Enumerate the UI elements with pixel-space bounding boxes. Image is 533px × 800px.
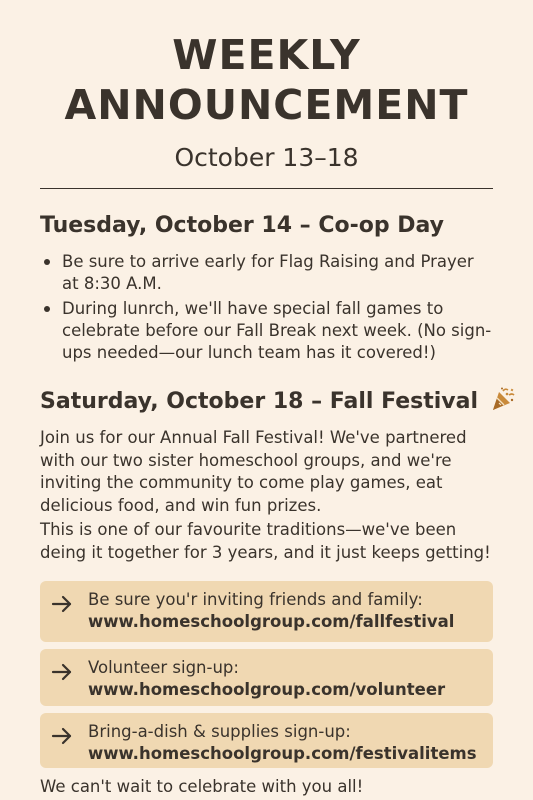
fallfestival-link[interactable]: www.homeschoolgroup.com/fallfestival: [88, 612, 455, 631]
party-popper-icon: [490, 386, 516, 412]
title-line-announcement: ANNOUNCEMENT: [64, 81, 469, 129]
arrow-right-icon: [51, 663, 73, 681]
saturday-heading: [40, 386, 493, 416]
date-range: October 13–18: [174, 143, 359, 172]
volunteer-link[interactable]: www.homeschoolgroup.com/volunteer: [88, 680, 446, 699]
arrow-right-icon: [51, 727, 73, 745]
tuesday-bullet-list: [40, 251, 493, 367]
saturday-heading-text: Saturday, October 18 – Fall Festival: [40, 389, 479, 414]
tuesday-heading: Tuesday, October 14 – Co-op Day: [40, 213, 445, 238]
closing-message: We can't wait to celebrate with you all!: [40, 777, 364, 796]
tradition-description: This is one of our favourite traditions—we've been deing it together for 3 years, and it just keeps getting!: [40, 520, 491, 562]
arrow-right-icon: [51, 595, 73, 613]
bullet-dot: [44, 259, 50, 265]
title-line-weekly: WEEKLY: [172, 31, 361, 79]
callout-text: Be sure you'r inviting friends and family:: [88, 590, 423, 609]
page-title: [40, 30, 493, 130]
bullet-text: Be sure to arrive early for Flag Raising and Prayer at 8:30 A.M.: [62, 252, 474, 293]
announcement-page: [40, 0, 493, 800]
callout-text: Volunteer sign-up:: [88, 658, 239, 677]
list-item: [40, 298, 493, 364]
festival-description: Join us for our Annual Fall Festival! We've partnered with our two sister homeschool groups, and we're inviting the community to come play games, eat delicious food, and win fun prizes.: [40, 428, 467, 515]
callout-text: Bring-a-dish & supplies sign-up:: [88, 722, 351, 741]
festivalitems-link[interactable]: www.homeschoolgroup.com/festivalitems: [88, 744, 477, 763]
callout-bring-a-dish: [40, 713, 493, 768]
callout-invite: [40, 581, 493, 642]
bullet-text: During lunrch, we'll have special fall games to celebrate before our Fall Break next week. (No sign-ups needed—our lunch team has it covered!): [62, 299, 492, 362]
bullet-dot: [44, 306, 50, 312]
list-item: [40, 251, 493, 295]
divider: [40, 188, 493, 189]
callout-volunteer: [40, 649, 493, 706]
